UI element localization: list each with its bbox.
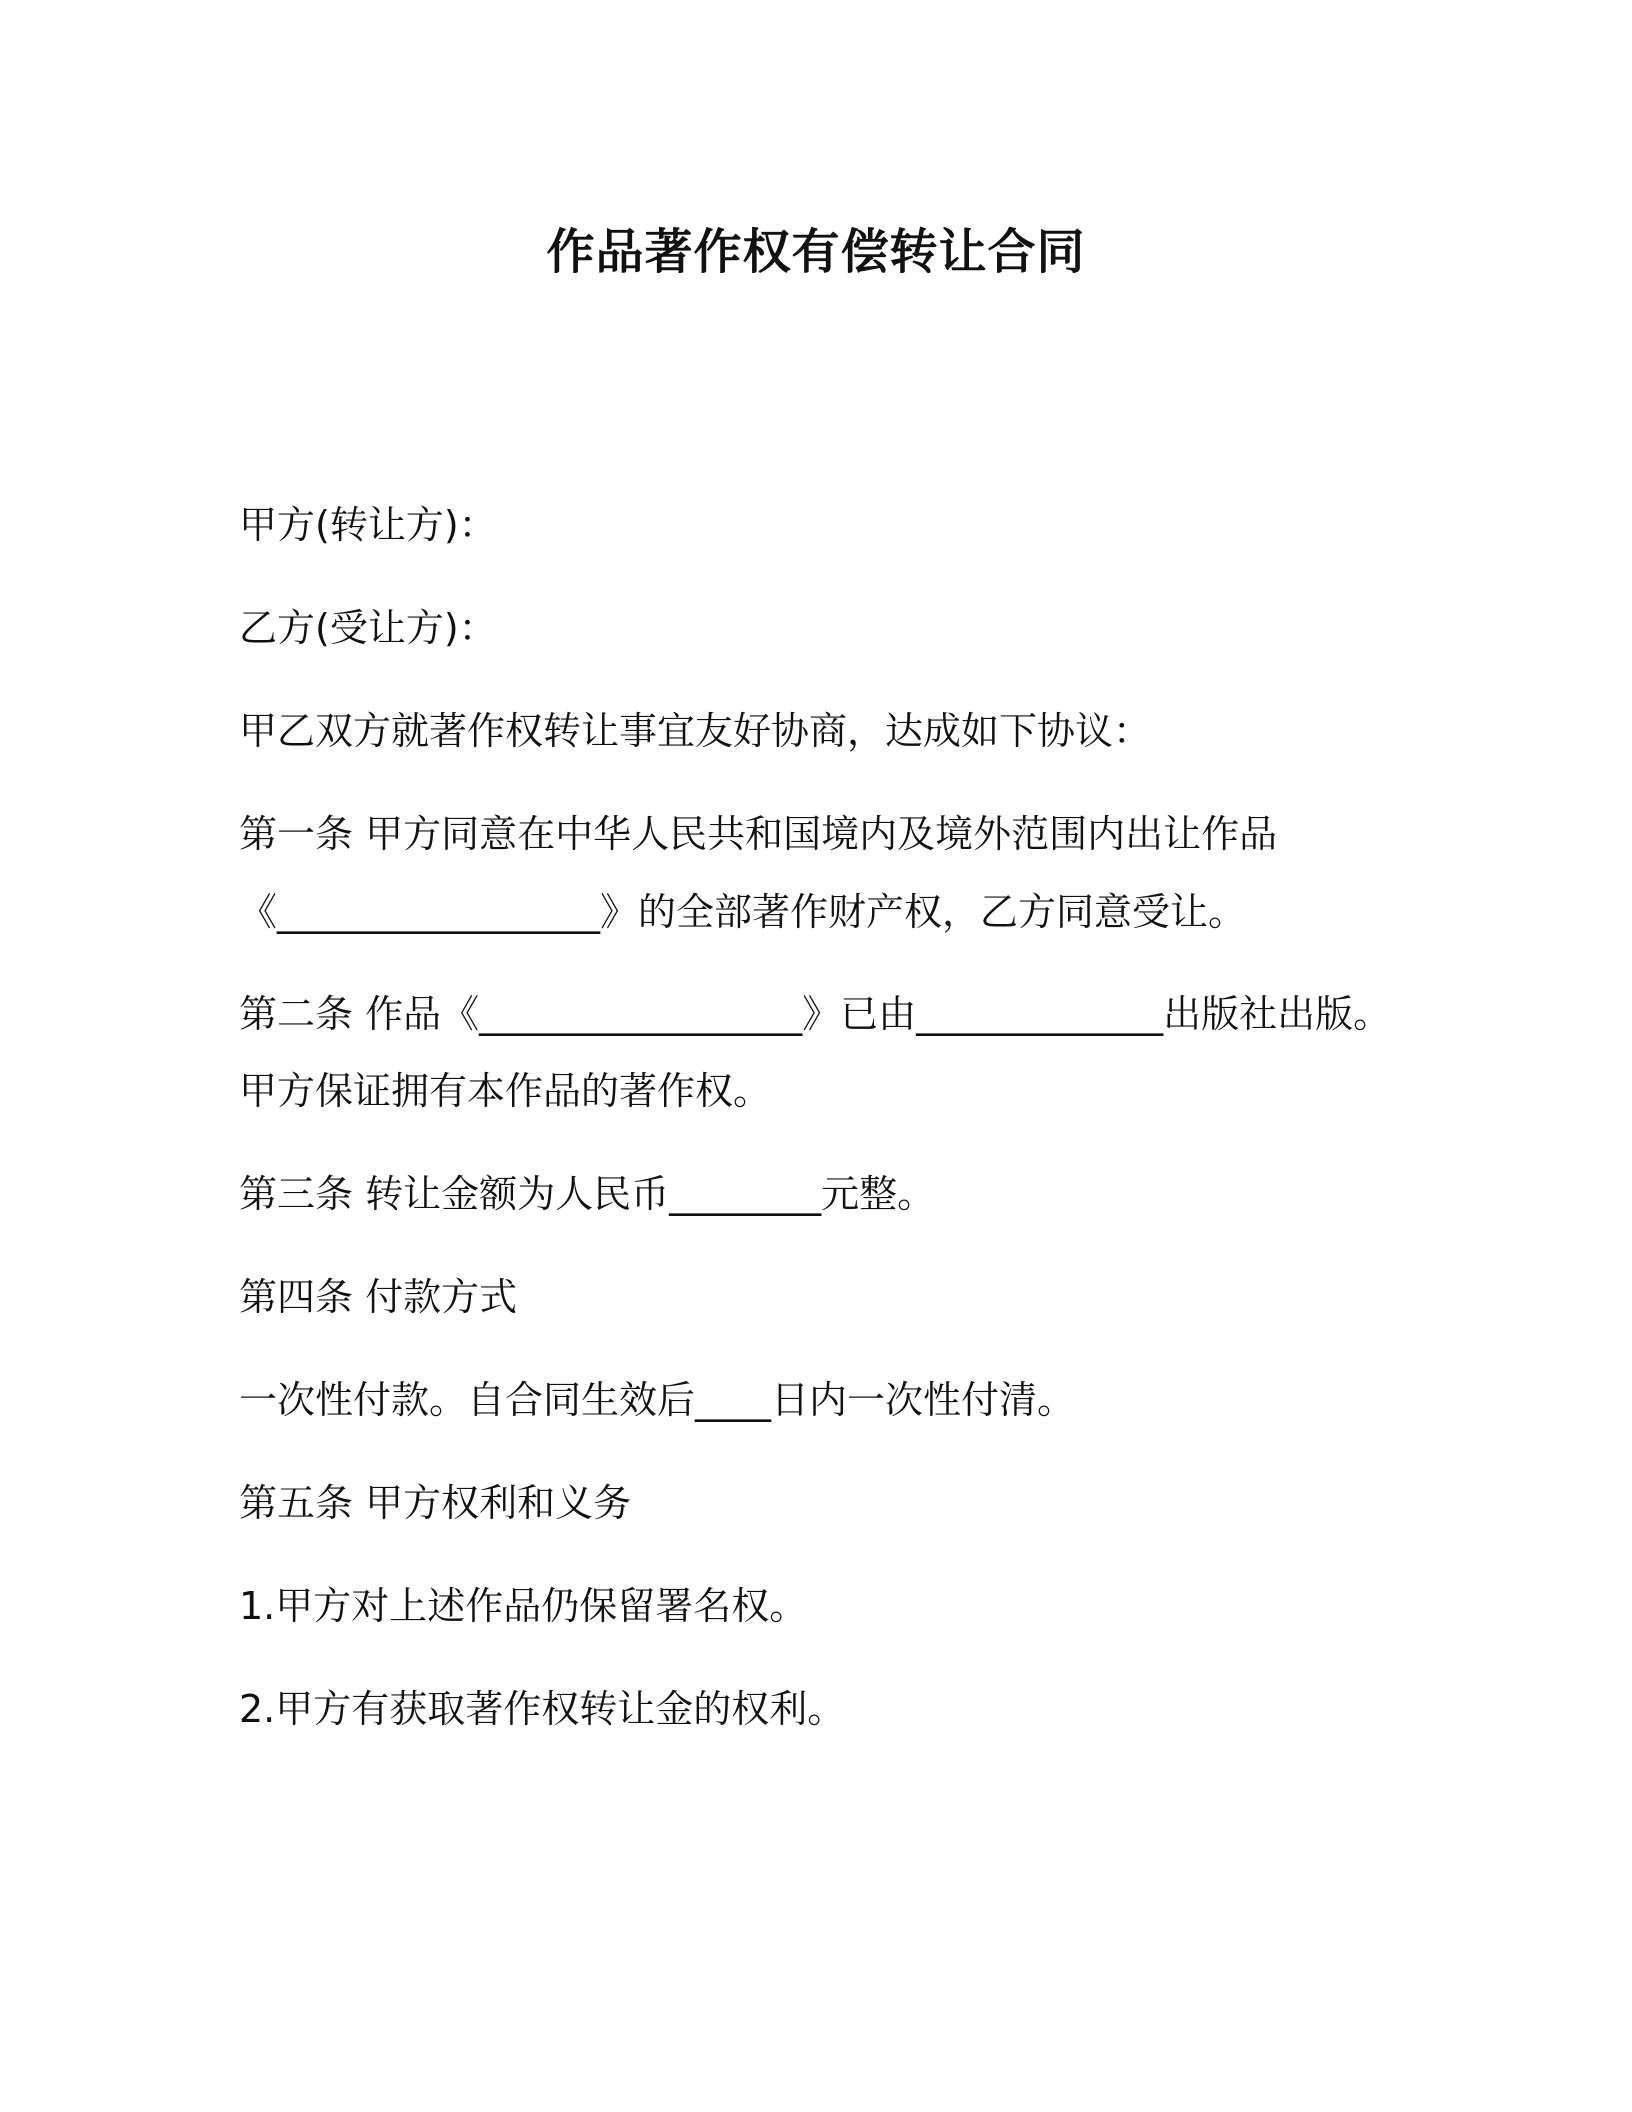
article-2-line-2: 甲方保证拥有本作品的著作权。 [239, 1069, 772, 1113]
document-title: 作品著作权有偿转让合同 [546, 224, 1086, 280]
preamble-line: 甲乙双方就著作权转让事宜友好协商，达成如下协议： [239, 709, 1152, 753]
article-3-line: 第三条 转让金额为人民币________元整。 [239, 1172, 936, 1216]
article-5-item-2: 2.甲方有获取著作权转让金的权利。 [239, 1687, 846, 1731]
article-5-heading: 第五条 甲方权利和义务 [239, 1481, 632, 1525]
party-b-line: 乙方(受让方)： [239, 606, 497, 650]
article-4-payment-line: 一次性付款。自合同生效后____日内一次性付清。 [239, 1378, 1076, 1422]
article-1-line-1: 第一条 甲方同意在中华人民共和国境内及境外范围内出让作品 [239, 812, 1278, 856]
article-2-line-1: 第二条 作品《_________________》已由_____________出版社出版。 [239, 992, 1392, 1036]
article-5-item-1: 1.甲方对上述作品仍保留署名权。 [239, 1584, 808, 1628]
article-1-line-2: 《_________________》的全部著作财产权，乙方同意受让。 [239, 890, 1247, 934]
party-a-line: 甲方(转让方)： [239, 503, 497, 547]
article-4-heading: 第四条 付款方式 [239, 1275, 518, 1319]
